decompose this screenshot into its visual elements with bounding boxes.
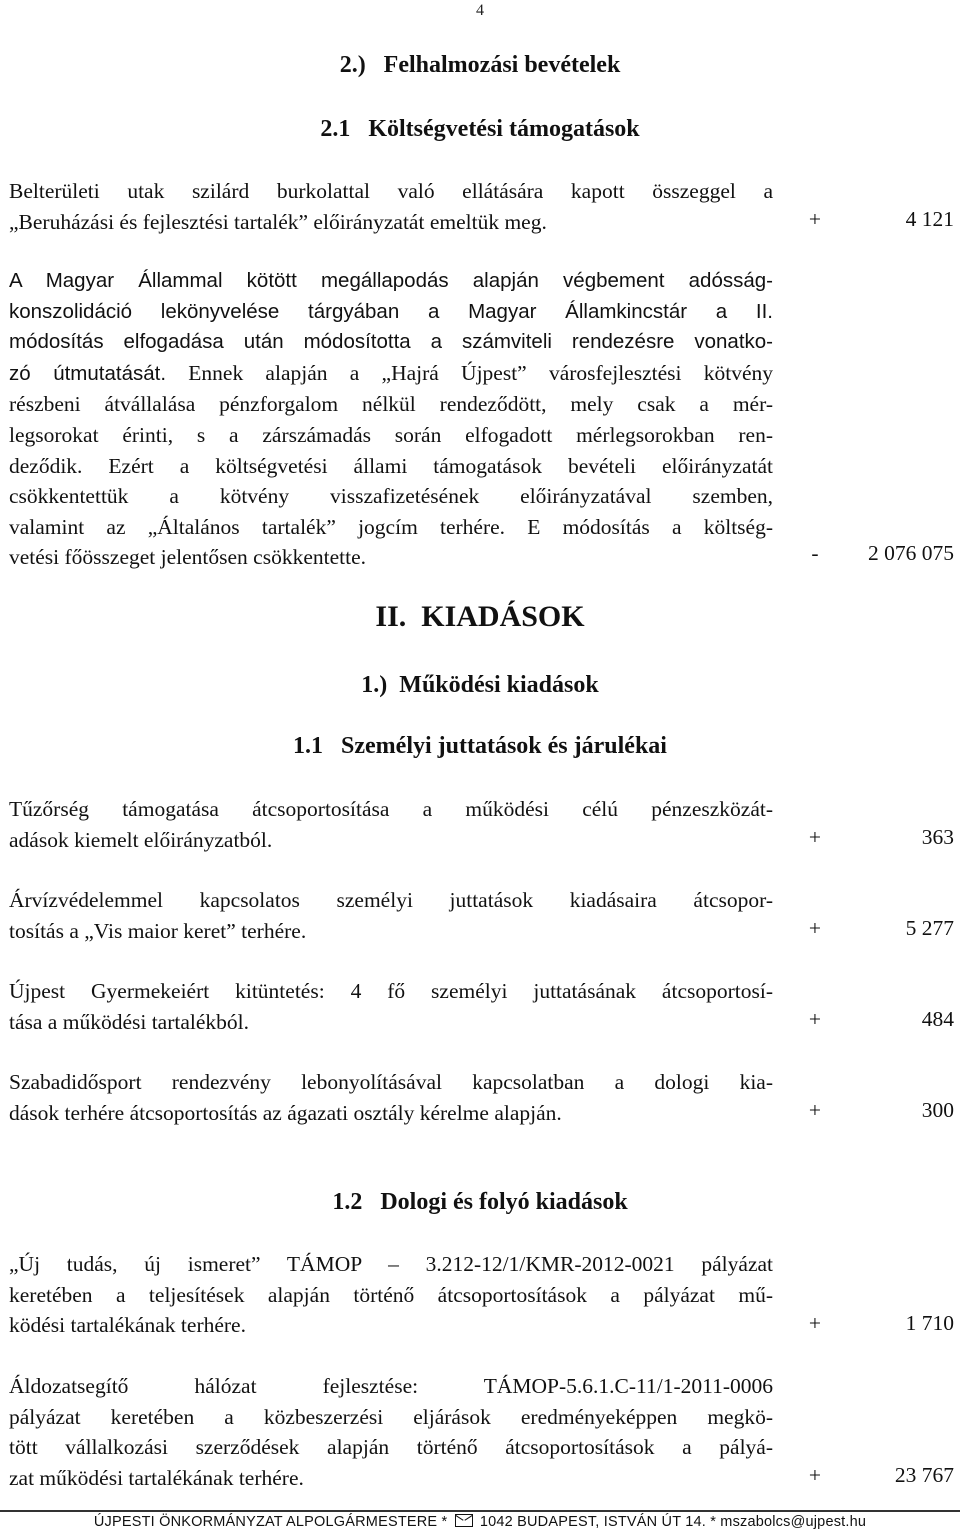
- paragraph-line: tosítás a „Vis maior keret” terhére.: [9, 918, 307, 943]
- paragraph-line: Szabadidősport rendezvény lebonyolításával kapcsolatban a dologi kia-: [9, 1070, 773, 1094]
- paragraph-line: pályázat keretében a közbeszerzési eljárások eredményeképpen megkö-: [9, 1404, 773, 1429]
- paragraph-line-segment: zó útmutatását.: [9, 361, 167, 385]
- paragraph-line: A Magyar Állammal kötött megállapodás alapján végbement adósság-: [9, 269, 773, 292]
- paragraph-uj-tudas: [9, 1249, 773, 1341]
- amount-sign: +: [808, 916, 822, 940]
- amount-sign: +: [808, 1098, 822, 1122]
- subsection-heading-szemelyi-juttatasok: 1.1 Személyi juttatások és járulékai: [293, 733, 667, 759]
- amount-value: 1 710: [905, 1311, 954, 1335]
- amount-sign: +: [808, 825, 822, 849]
- amount-value: 23 767: [894, 1463, 954, 1487]
- envelope-icon: [455, 1514, 473, 1527]
- paragraph-aldozatsegito: [9, 1371, 773, 1493]
- page-number: 4: [476, 2, 484, 19]
- paragraph-line: legsorokat érinti, s a zárszámadás során elfogadott mérlegsorokban ren-: [9, 422, 773, 447]
- amount-sign: +: [808, 1463, 822, 1487]
- paragraph-line: Újpest Gyermekeiért kitüntetés: 4 fő személyi juttatásának átcsoportosí-: [9, 979, 773, 1003]
- amount-sign: +: [808, 207, 822, 231]
- paragraph-line: dások terhére átcsoportosítás az ágazati osztály kérelme alapján.: [9, 1100, 562, 1125]
- section-heading-kiadasok: II. KIADÁSOK: [375, 600, 585, 633]
- paragraph-line: [9, 358, 773, 390]
- paragraph-line: konszolidáció lekönyvelése tárgyában a Magyar Államkincstár a II.: [9, 299, 773, 323]
- amount-sign: +: [808, 1007, 822, 1031]
- paragraph-utak-burkolat: [9, 176, 773, 237]
- paragraph-line: zat működési tartalékának terhére.: [9, 1465, 304, 1490]
- paragraph-arvizvedelem: [9, 885, 773, 946]
- amount-value: 484: [921, 1007, 954, 1031]
- paragraph-ujpest-gyermekeiert: [9, 976, 773, 1037]
- subsection-heading-koltsegvetesi-tamogatasok: 2.1 Költségvetési támogatások: [320, 116, 640, 142]
- paragraph-line: részbeni átvállalása pénzforgalom nélkül rendeződött, mely csak a mér-: [9, 392, 773, 417]
- amount-value: 300: [921, 1098, 954, 1122]
- amount-sign: +: [808, 1311, 822, 1335]
- amount-sign: -: [811, 541, 819, 565]
- footer-divider: [0, 1510, 960, 1512]
- paragraph-line: módosítás elfogadása után módosította a számviteli rendezésre vonatko-: [9, 330, 773, 354]
- paragraph-line: Árvízvédelemmel kapcsolatos személyi juttatások kiadásaira átcsopor-: [9, 888, 773, 912]
- page-footer: [0, 1514, 960, 1530]
- section-heading-mukodesi-kiadasok: 1.) Működési kiadások: [361, 672, 599, 698]
- footer-address: 1042 BUDAPEST, ISTVÁN ÚT 14. * mszabolcs@ujpest.hu: [479, 1514, 867, 1530]
- amount-value: 4 121: [905, 207, 954, 231]
- paragraph-line: Belterületi utak szilárd burkolattal való ellátására kapott összeggel a: [9, 179, 773, 203]
- paragraph-line: tött vállalkozási szerződések alapján történő átcsoportosítások a pályá-: [9, 1435, 773, 1460]
- paragraph-line: vetési főösszeget jelentősen csökkentette.: [9, 545, 367, 570]
- paragraph-line: tása a működési tartalékból.: [9, 1009, 250, 1034]
- paragraph-line: csökkentettük a kötvény visszafizetésének előirányzatával szemben,: [9, 484, 773, 509]
- paragraph-line: ködési tartalékának terhére.: [9, 1313, 246, 1338]
- paragraph-line: adások kiemelt előirányzatból.: [9, 827, 273, 852]
- subsection-heading-dologi-kiadasok: 1.2 Dologi és folyó kiadások: [332, 1189, 628, 1215]
- paragraph-line: „Beruházási és fejlesztési tartalék” előirányzatát emeltük meg.: [9, 209, 547, 234]
- amount-value: 363: [921, 825, 954, 849]
- paragraph-line-segment: Ennek alapján a „Hajrá Újpest” városfejlesztési kötvény: [166, 360, 773, 385]
- paragraph-tuzorseg: [9, 794, 773, 855]
- section-heading-felhalmozasi-bevetelek: 2.) Felhalmozási bevételek: [339, 52, 621, 78]
- footer-office: ÚJPESTI ÖNKORMÁNYZAT ALPOLGÁRMESTERE *: [93, 1514, 448, 1530]
- amount-value: 2 076 075: [868, 541, 954, 565]
- paragraph-szabadidosport: [9, 1067, 773, 1128]
- paragraph-line: Tűzőrség támogatása átcsoportosítása a működési célú pénzeszközát-: [9, 797, 773, 821]
- paragraph-line: valamint az „Általános tartalék” jogcím terhére. E módosítás a költség-: [9, 514, 773, 539]
- paragraph-line: keretében a teljesítések alapján történő átcsoportosítások a pályázat mű-: [9, 1282, 773, 1307]
- paragraph-line: deződik. Ezért a költségvetési állami támogatások bevételi előirányzatát: [9, 453, 773, 478]
- paragraph-line: „Új tudás, új ismeret” TÁMOP – 3.212-12/1/KMR-2012-0021 pályázat: [9, 1252, 773, 1276]
- amount-value: 5 277: [905, 916, 954, 940]
- paragraph-line: Áldozatsegítő hálózat fejlesztése: TÁMOP-5.6.1.C-11/1-2011-0006: [9, 1374, 773, 1398]
- paragraph-adossagkonszolidacio: [9, 266, 773, 573]
